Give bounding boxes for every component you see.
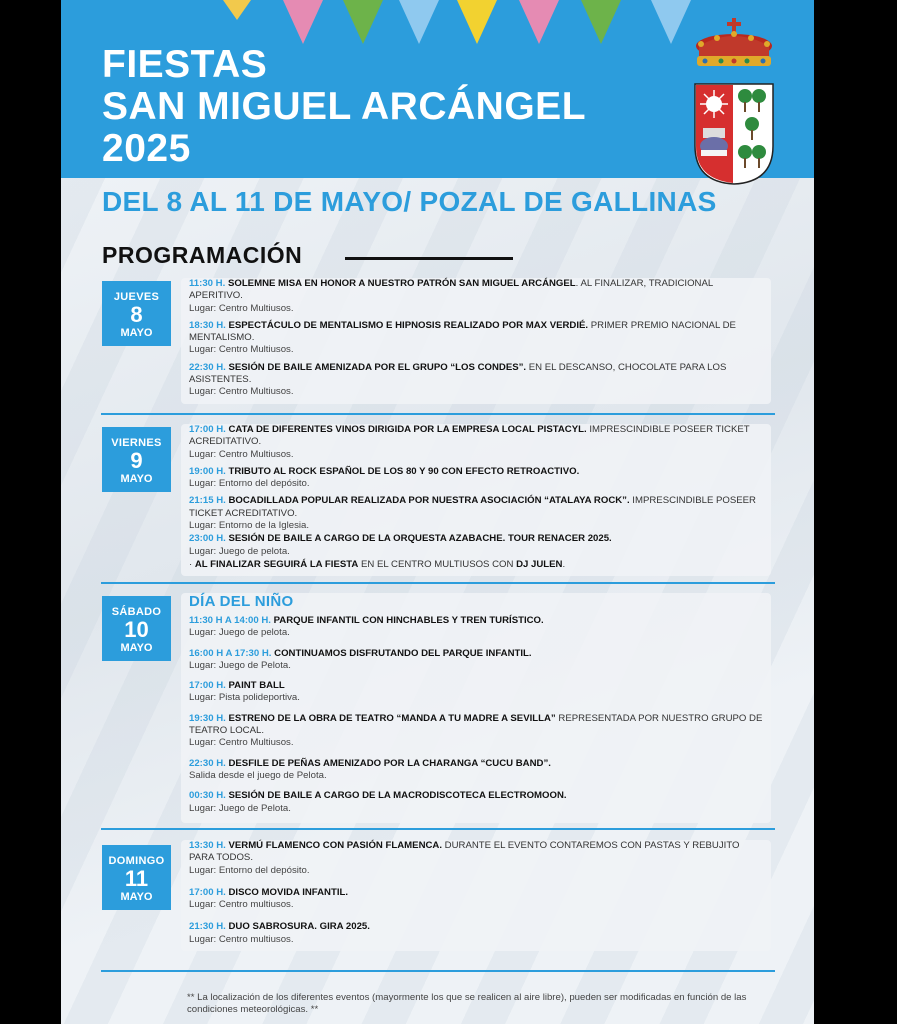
event-location: Lugar: Centro Multiusos.	[189, 344, 294, 356]
event-location: Lugar: Centro multiusos.	[189, 899, 294, 911]
event-location: Lugar: Juego de pelota.	[189, 545, 290, 557]
event-time: 16:00 H A 17:30 H.	[189, 647, 272, 659]
event-location: Lugar: Centro Multiusos.	[189, 737, 294, 749]
event-title: SESIÓN DE BAILE A CARGO DE LA MACRODISCOTECA ELECTROMOON.	[228, 790, 567, 802]
event-title: ESPECTÁCULO DE MENTALISMO E HIPNOSIS REALIZADO POR MAX VERDIÉ.	[228, 319, 589, 331]
bunting-flag	[223, 0, 251, 20]
event-item	[181, 362, 771, 399]
event-list	[181, 593, 771, 823]
title-line-1: FIESTAS	[102, 43, 268, 86]
event-title: TRIBUTO AL ROCK ESPAÑOL DE LOS 80 Y 90 CON EFECTO RETROACTIVO.	[228, 465, 580, 477]
event-title: SESIÓN DE BAILE A CARGO DE LA ORQUESTA AZABACHE. TOUR RENACER 2025.	[228, 533, 612, 545]
day-number: 10	[124, 617, 149, 642]
closing-prefix: ·	[189, 558, 195, 570]
event-item	[181, 680, 771, 705]
title-line-2: SAN MIGUEL ARCÁNGEL	[102, 85, 587, 128]
event-description: DURANTE EL EVENTO CONTAREMOS CON PASTAS Y REBUJITO PARA TODOS.	[189, 840, 740, 864]
event-item	[181, 790, 771, 815]
event-title: CATA DE DIFERENTES VINOS DIRIGIDA POR LA EMPRESA LOCAL PISTACYL.	[228, 424, 587, 435]
event-time: 17:00 H.	[189, 424, 226, 435]
event-item	[181, 840, 771, 877]
event-title: VERMÚ FLAMENCO CON PASIÓN FLAMENCA.	[228, 840, 443, 851]
event-location: Lugar: Centro Multiusos.	[189, 302, 294, 314]
event-time: 21:15 H.	[189, 495, 226, 507]
day-name: VIERNES	[111, 437, 162, 449]
event-title: PAINT BALL	[228, 680, 285, 692]
event-location: Lugar: Centro Multiusos.	[189, 386, 294, 398]
day-badge	[102, 845, 171, 910]
section-title-underline	[345, 257, 513, 260]
event-closing-note	[181, 559, 771, 571]
day-separator	[101, 413, 775, 415]
event-item	[181, 921, 771, 946]
day-separator	[101, 970, 775, 972]
day-badge	[102, 427, 171, 492]
coat-of-arms-icon	[689, 16, 779, 186]
poster	[61, 0, 814, 1024]
event-item	[181, 424, 771, 461]
event-description: PRIMER PREMIO NACIONAL DE MENTALISMO.	[189, 319, 736, 344]
event-location: Lugar: Centro multiusos.	[189, 933, 294, 945]
event-location: Lugar: Juego de Pelota.	[189, 802, 291, 814]
event-location: Lugar: Entorno del depósito.	[189, 478, 310, 490]
event-item	[181, 758, 771, 783]
title-line-3: 2025	[102, 127, 191, 170]
bunting-flag	[651, 0, 691, 44]
event-time: 17:00 H.	[189, 680, 226, 692]
event-item	[181, 713, 771, 750]
event-title: DUO SABROSURA. GIRA 2025.	[228, 921, 370, 933]
event-item	[181, 533, 771, 558]
event-description: IMPRESCINDIBLE POSEER TICKET ACREDITATIVO.	[189, 424, 750, 448]
page-title	[102, 44, 586, 170]
event-item	[181, 278, 771, 315]
event-time: 19:00 H.	[189, 465, 226, 477]
closing-end: .	[562, 558, 566, 570]
event-list	[181, 424, 771, 576]
event-time: 19:30 H.	[189, 712, 226, 724]
event-description: . AL FINALIZAR, TRADICIONAL APERITIVO.	[189, 278, 713, 302]
event-item	[181, 648, 771, 673]
event-time: 23:00 H.	[189, 533, 226, 545]
event-time: 22:30 H.	[189, 361, 226, 373]
day-name: DOMINGO	[108, 855, 165, 867]
event-dates-location: DEL 8 AL 11 DE MAYO/ POZAL DE GALLINAS	[102, 186, 717, 217]
event-location: Lugar: Juego de Pelota.	[189, 659, 291, 671]
closing-title: AL FINALIZAR SEGUIRÁ LA FIESTA	[194, 558, 359, 570]
event-title: DISCO MOVIDA INFANTIL.	[228, 886, 349, 898]
event-item	[181, 495, 771, 532]
event-description: REPRESENTADA POR NUESTRO GRUPO DE TEATRO LOCAL.	[189, 712, 763, 737]
event-location: Lugar: Pista polideportiva.	[189, 692, 300, 704]
day-theme: DÍA DEL NIÑO	[189, 593, 294, 610]
day-badge	[102, 281, 171, 346]
event-title: CONTINUAMOS DISFRUTANDO DEL PARQUE INFANTIL.	[274, 647, 532, 659]
bunting-flag	[519, 0, 559, 44]
closing-description: EN EL CENTRO MULTIUSOS CON	[358, 558, 517, 570]
bunting-flag	[343, 0, 383, 44]
event-list	[181, 278, 771, 404]
event-description: EN EL DESCANSO, CHOCOLATE PARA LOS ASISTENTES.	[189, 361, 727, 386]
day-number: 11	[124, 866, 149, 891]
bunting-flag	[581, 0, 621, 44]
event-time: 21:30 H.	[189, 921, 226, 933]
bunting-flag	[399, 0, 439, 44]
event-title: SOLEMNE MISA EN HONOR A NUESTRO PATRÓN SAN MIGUEL ARCÁNGEL	[227, 278, 576, 289]
day-month: MAYO	[120, 642, 153, 654]
section-title: PROGRAMACIÓN	[102, 242, 303, 268]
event-location: Lugar: Juego de pelota.	[189, 627, 290, 639]
event-location: Lugar: Entorno del depósito.	[189, 864, 310, 876]
bunting-flag	[283, 0, 323, 44]
event-time: 11:30 H.	[189, 278, 226, 289]
day-separator	[101, 828, 775, 830]
event-time: 17:00 H.	[189, 886, 226, 898]
event-description: IMPRESCINDIBLE POSEER TICKET ACREDITATIVO.	[189, 495, 756, 519]
closing-dj: DJ JULEN	[516, 558, 563, 570]
event-time: 11:30 H A 14:00 H.	[189, 615, 271, 626]
event-title: PARQUE INFANTIL CON HINCHABLES Y TREN TURÍSTICO.	[273, 615, 544, 626]
day-badge	[102, 596, 171, 661]
day-name: SÁBADO	[111, 606, 162, 618]
day-name: JUEVES	[113, 291, 160, 303]
event-location: Lugar: Centro Multiusos.	[189, 448, 294, 460]
event-title: SESIÓN DE BAILE AMENIZADA POR EL GRUPO “LOS CONDES”.	[228, 361, 527, 373]
event-title: ESTRENO DE LA OBRA DE TEATRO “MANDA A TU MADRE A SEVILLA”	[228, 712, 556, 724]
event-time: 22:30 H.	[189, 757, 226, 769]
day-month: MAYO	[120, 473, 153, 485]
day-month: MAYO	[120, 891, 153, 903]
day-number: 9	[130, 448, 143, 473]
event-item	[181, 466, 771, 491]
event-time: 18:30 H.	[189, 319, 226, 331]
event-item	[181, 615, 771, 640]
day-month: MAYO	[120, 327, 153, 339]
day-number: 8	[130, 302, 143, 327]
event-time: 00:30 H.	[189, 790, 226, 802]
event-location: Salida desde el juego de Pelota.	[189, 769, 327, 781]
event-time: 13:30 H.	[189, 840, 226, 851]
event-title: DESFILE DE PEÑAS AMENIZADO POR LA CHARANGA “CUCU BAND”.	[228, 757, 551, 769]
event-item	[181, 320, 771, 357]
event-title: BOCADILLADA POPULAR REALIZADA POR NUESTRA ASOCIACIÓN “ATALAYA ROCK”.	[228, 495, 630, 507]
event-item	[181, 887, 771, 912]
day-separator	[101, 582, 775, 584]
event-list	[181, 840, 771, 951]
event-location: Lugar: Entorno de la Iglesia.	[189, 520, 310, 532]
footnote: ** La localización de los diferentes eventos (mayormente los que se realicen al aire libre), pueden ser modificadas en función de las condiciones meteorológicas. **	[187, 992, 747, 1015]
bunting-flag	[457, 0, 497, 44]
